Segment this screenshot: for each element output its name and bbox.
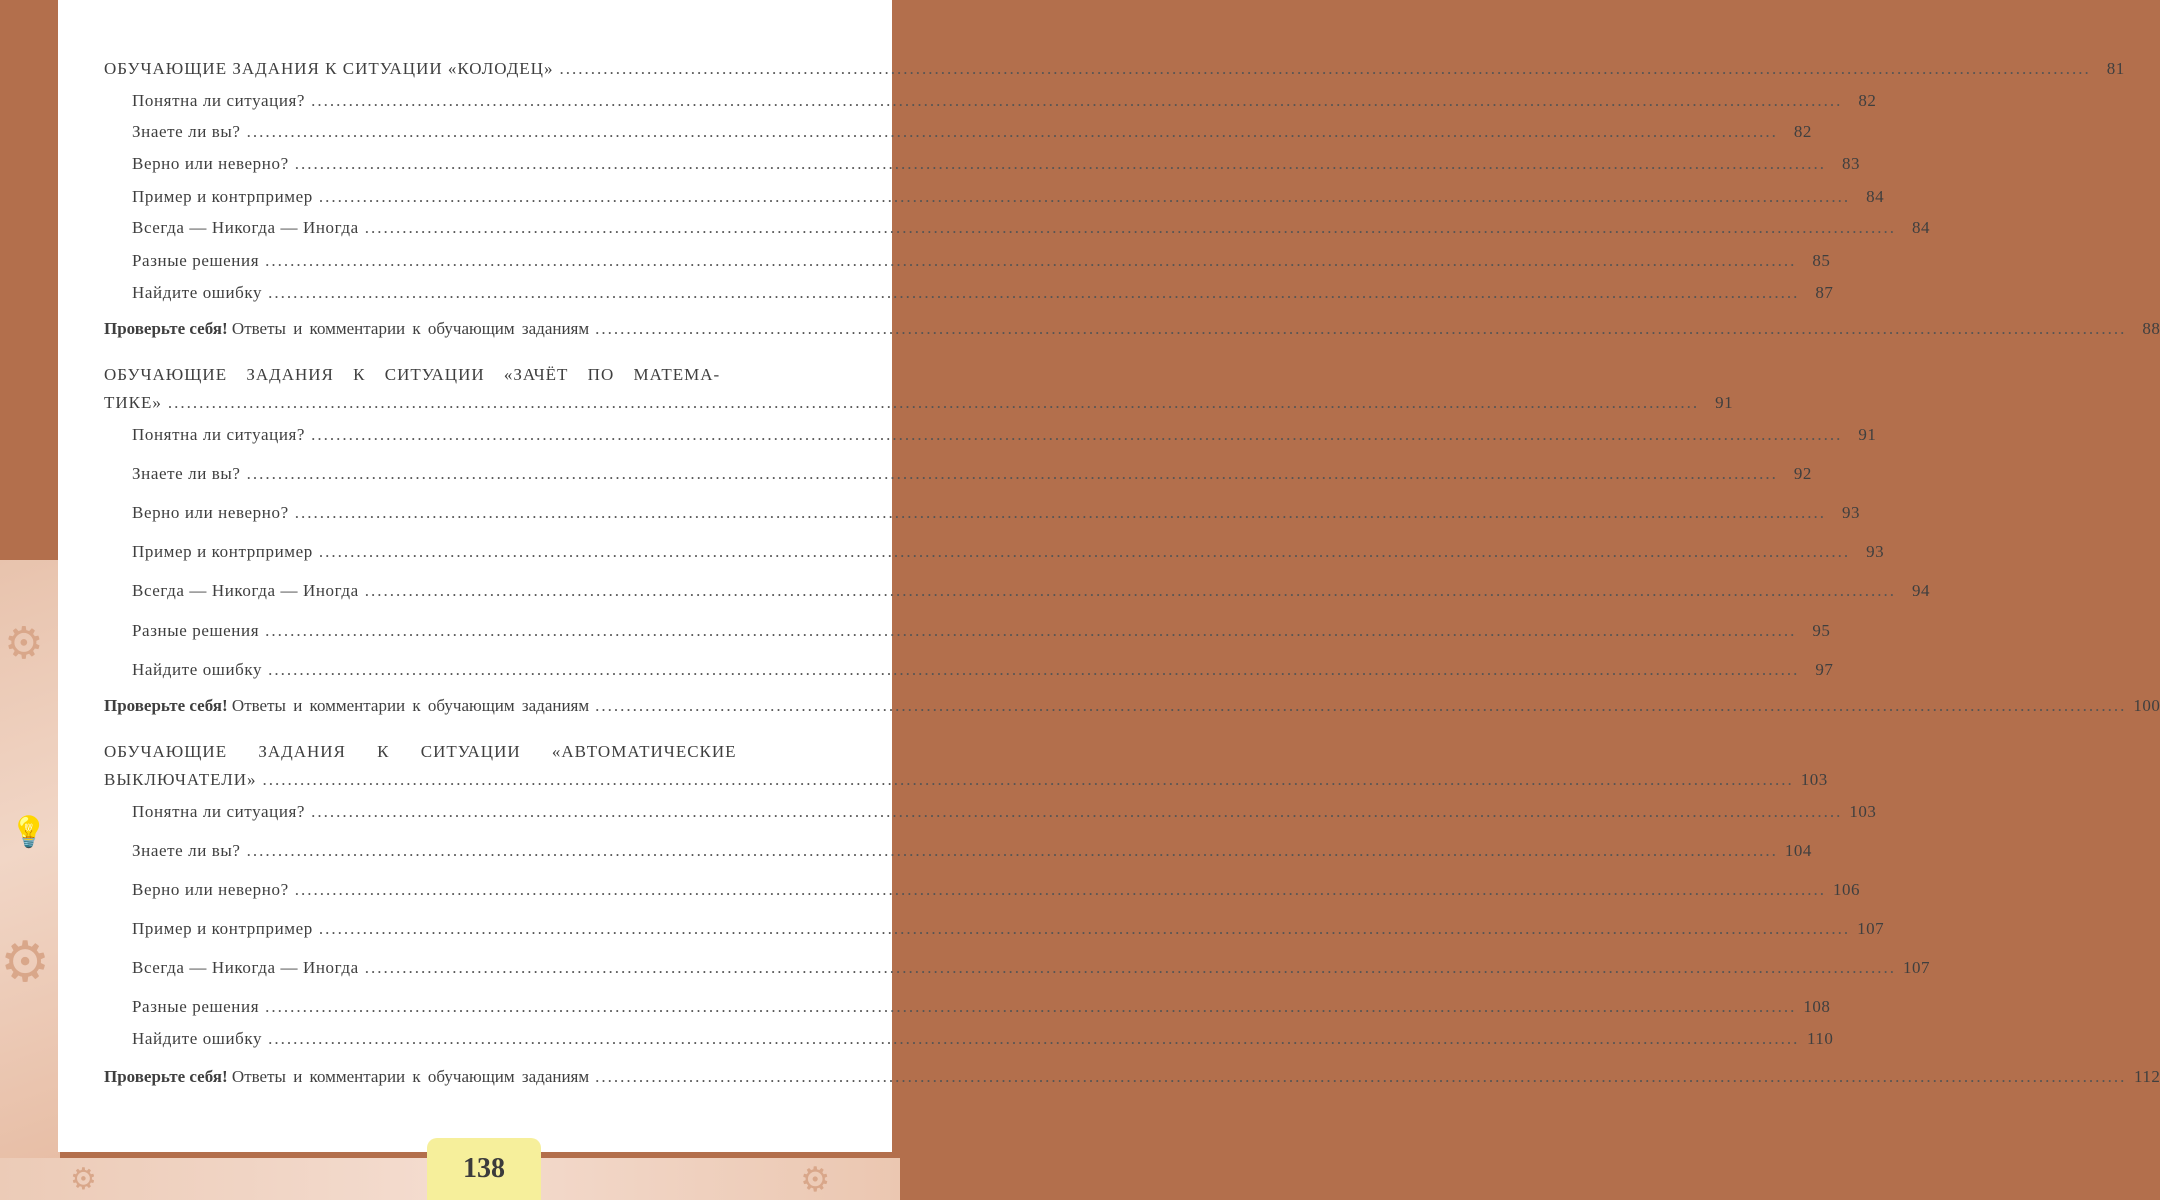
page-ref: 85 (1812, 251, 1831, 270)
toc-section-heading: ОБУЧАЮЩИЕ ЗАДАНИЯ К СИТУАЦИИ «ЗАЧЁТ ПО МАТЕМА- (104, 365, 721, 384)
toc-entry: Разные решения ..... 85 (104, 250, 914, 272)
gear-icon: ⚙ (70, 1162, 97, 1197)
page-ref: 91 (1858, 425, 1877, 444)
toc-section-heading-cont: ВЫКЛЮЧАТЕЛИ» ..... 103 (104, 769, 914, 791)
toc-entry: Всегда — Никогда — Иногда ..... 107 (104, 957, 914, 979)
page-ref: 93 (1866, 542, 1885, 561)
dot-leader (311, 801, 1842, 823)
dot-leader (295, 879, 1826, 901)
toc-entry: Разные решения ..... 95 (104, 620, 914, 642)
toc-entry: Найдите ошибку ..... 97 (104, 659, 914, 681)
toc-entry: Верно или неверно? ..... 93 (104, 502, 914, 524)
page-ref: 95 (1812, 621, 1831, 640)
page-number: 138 (463, 1153, 505, 1184)
dot-leader (365, 580, 1896, 602)
page-ref: 88 (2142, 319, 2160, 338)
dot-leader (595, 1066, 2126, 1088)
dot-leader (559, 58, 2090, 80)
dot-leader (595, 695, 2126, 717)
page-ref: 81 (2106, 59, 2125, 78)
page-ref: 100 (2133, 696, 2160, 715)
page-ref: 110 (1807, 1029, 1834, 1048)
toc-entry: Всегда — Никогда — Иногда ..... 94 (104, 580, 914, 602)
lightbulb-icon: 💡 (10, 815, 48, 850)
dot-leader (365, 217, 1896, 239)
toc-entry: Верно или неверно? ..... 83 (104, 153, 914, 175)
toc-entry: Пример и контрпример ..... 84 (104, 186, 914, 208)
dot-leader (319, 918, 1850, 940)
toc-check-entry: Проверьте себя! Ответы и комментарии к обучающим заданиям ..... 100 (104, 695, 914, 717)
toc-entry: Знаете ли вы? ..... 82 (104, 121, 914, 143)
toc-entry: Пример и контрпример ..... 107 (104, 918, 914, 940)
page-ref: 84 (1866, 187, 1885, 206)
dot-leader (295, 153, 1826, 175)
page-ref: 82 (1793, 122, 1812, 141)
dot-leader (263, 769, 1794, 791)
page-ref: 97 (1815, 660, 1834, 679)
page-ref: 87 (1815, 283, 1834, 302)
page-ref: 107 (1857, 919, 1885, 938)
gear-icon: ⚙ (800, 1160, 831, 1200)
page-ref: 112 (2134, 1067, 2160, 1086)
dot-leader (365, 957, 1896, 979)
dot-leader (311, 424, 1842, 446)
toc-entry: Найдите ошибку ..... 110 (104, 1028, 914, 1050)
page-ref: 103 (1849, 802, 1877, 821)
toc-entry: Понятна ли ситуация? ..... 91 (104, 424, 914, 446)
dot-leader (319, 541, 1850, 563)
toc-entry: Пример и контрпример ..... 93 (104, 541, 914, 563)
toc-entry: Верно или неверно? ..... 106 (104, 879, 914, 901)
dot-leader (247, 840, 1778, 862)
page-ref: 83 (1841, 154, 1860, 173)
dot-leader (168, 392, 1699, 414)
dot-leader (265, 620, 1796, 642)
dot-leader (268, 282, 1799, 304)
toc-section-heading: ОБУЧАЮЩИЕ ЗАДАНИЯ К СИТУАЦИИ «АВТОМАТИЧЕСКИЕ (104, 742, 737, 761)
page-ref: 107 (1903, 958, 1930, 977)
page-ref: 82 (1858, 91, 1877, 110)
toc-entry: Понятна ли ситуация? ..... 103 (104, 801, 914, 823)
dot-leader (265, 996, 1796, 1018)
dot-leader (311, 90, 1842, 112)
page-ref: 92 (1793, 464, 1812, 483)
toc-entry: Знаете ли вы? ..... 104 (104, 840, 914, 862)
dot-leader (268, 659, 1799, 681)
dot-leader (319, 186, 1850, 208)
toc-section-heading-cont: ТИКЕ» ..... 91 (104, 392, 914, 414)
dot-leader (295, 502, 1826, 524)
page-ref: 94 (1912, 581, 1930, 600)
gear-icon: ⚙ (0, 930, 51, 995)
page-number-tab (427, 1138, 541, 1200)
dot-leader (268, 1028, 1799, 1050)
dot-leader (595, 318, 2126, 340)
page-ref: 108 (1803, 997, 1831, 1016)
dot-leader (247, 463, 1778, 485)
page-ref: 93 (1841, 503, 1860, 522)
dot-leader (247, 121, 1778, 143)
book-page (58, 0, 2160, 1152)
toc-check-entry: Проверьте себя! Ответы и комментарии к обучающим заданиям ..... 112 (104, 1066, 914, 1088)
toc-entry: Разные решения ..... 108 (104, 996, 914, 1018)
page-ref: 104 (1784, 841, 1812, 860)
page-ref: 106 (1832, 880, 1860, 899)
toc-check-entry: Проверьте себя! Ответы и комментарии к обучающим заданиям ..... 88 (104, 318, 914, 340)
gear-icon: ⚙ (4, 618, 44, 669)
page-ref: 103 (1800, 770, 1828, 789)
dot-leader (265, 250, 1796, 272)
toc-entry: Найдите ошибку ..... 87 (104, 282, 914, 304)
toc-entry: Понятна ли ситуация? ..... 82 (104, 90, 914, 112)
toc-section-heading: ОБУЧАЮЩИЕ ЗАДАНИЯ К СИТУАЦИИ «КОЛОДЕЦ» ..... 81 (104, 58, 914, 80)
page-ref: 84 (1912, 218, 1930, 237)
toc-entry: Всегда — Никогда — Иногда ..... 84 (104, 217, 914, 239)
toc-entry: Знаете ли вы? ..... 92 (104, 463, 914, 485)
page-ref: 91 (1715, 393, 1734, 412)
